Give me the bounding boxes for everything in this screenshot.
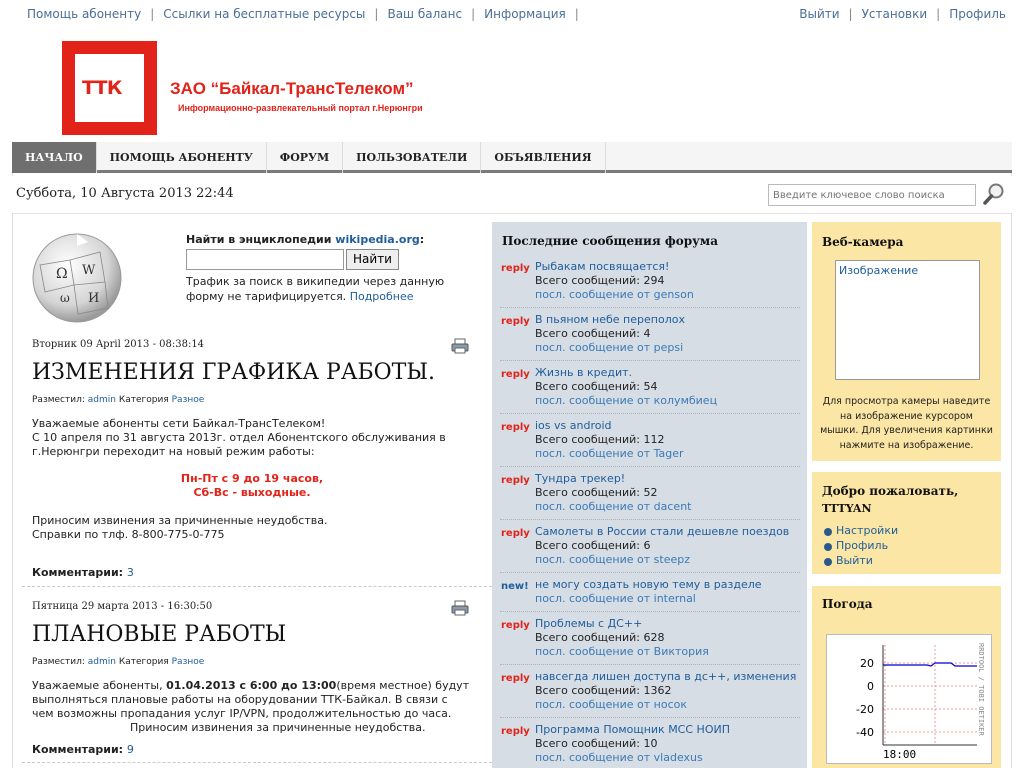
article-paragraph: Приносим извинения за причиненные неудобства. (32, 514, 328, 527)
user-menu-item (822, 554, 898, 568)
article-body (32, 679, 472, 735)
svg-text:W: W (82, 263, 96, 278)
reply-badge: reply (501, 422, 530, 433)
count-value: 6 (643, 539, 651, 552)
top-separator: | (574, 7, 579, 21)
user-menu-item (822, 524, 898, 538)
last-post-label: посл. сообщение от (535, 447, 651, 460)
article-title[interactable]: ПЛАНОВЫЕ РАБОТЫ (32, 622, 287, 647)
last-post-label: посл. сообщение от (535, 394, 651, 407)
logo-text: ТТК (82, 77, 122, 99)
count-value: 1362 (643, 684, 672, 697)
forum-last-post-link[interactable] (535, 592, 696, 605)
top-link-free-resources[interactable]: Ссылки на бесплатные ресурсы (163, 7, 366, 21)
last-post-author: dacent (653, 500, 692, 513)
article-body (32, 417, 472, 542)
forum-divider (500, 611, 800, 612)
article-meta (32, 395, 204, 405)
last-post-author: Tager (653, 447, 684, 460)
article-paragraph: Справки по тлф. 8-800-775-0-775 (32, 528, 225, 541)
welcome-username: TTTYAN (822, 502, 872, 515)
weather-graph[interactable] (826, 634, 992, 764)
forum-post-count (535, 737, 657, 750)
bullet-icon (824, 558, 832, 566)
article-1 (22, 330, 482, 590)
forum-divider (500, 466, 800, 467)
last-post-author: steepz (653, 553, 690, 566)
forum-post-count (535, 631, 664, 644)
count-value: 294 (643, 274, 665, 287)
top-left-links (27, 7, 588, 21)
forum-divider (500, 717, 800, 718)
forum-topic-link[interactable]: ios vs android (535, 419, 612, 432)
portal-tagline: Информационно-развлекательный портал г.Нерюнгри (178, 103, 423, 113)
forum-divider (500, 413, 800, 414)
count-label: Всего сообщений: (535, 631, 640, 644)
forum-topic-link[interactable]: не могу создать новую тему в разделе (535, 578, 762, 591)
forum-divider (500, 572, 800, 573)
forum-last-post-link[interactable] (535, 447, 684, 460)
welcome-title (822, 483, 958, 517)
count-value: 54 (643, 380, 658, 393)
webcam-image[interactable] (835, 260, 980, 380)
article-meta (32, 657, 204, 667)
category-link[interactable]: Разное (171, 657, 205, 667)
author-label: Разместил: (32, 395, 85, 405)
count-label: Всего сообщений: (535, 327, 640, 340)
count-label: Всего сообщений: (535, 380, 640, 393)
weather-title: Погода (822, 597, 873, 611)
y-tick-label: 20 (860, 657, 874, 670)
forum-topic-link[interactable]: Жизнь в кредит. (535, 366, 633, 379)
count-value: 4 (643, 327, 651, 340)
last-post-author: internal (653, 592, 696, 605)
forum-last-post-link[interactable] (535, 341, 683, 354)
forum-post-count (535, 433, 664, 446)
top-link-profile[interactable]: Профиль (949, 7, 1006, 21)
wikipedia-link[interactable]: wikipedia.org (335, 233, 420, 246)
forum-post-count (535, 274, 664, 287)
top-separator: | (150, 7, 155, 21)
last-post-author: pepsi (653, 341, 684, 354)
article-date: Пятница 29 марта 2013 - 16:30:50 (32, 601, 213, 612)
article-rest: (время местное) будут выполняться плановые работы на оборудовании ТТК-Байкал. В связи с чем возможны пропадания услуг IP/VPN, продолжительностью до часа. (32, 679, 470, 720)
print-icon[interactable] (451, 338, 469, 354)
author-link[interactable]: admin (87, 657, 116, 667)
count-label: Всего сообщений: (535, 433, 640, 446)
last-post-label: посл. сообщение от (535, 751, 651, 764)
forum-last-post-link[interactable] (535, 645, 709, 658)
forum-divider (500, 307, 800, 308)
bullet-icon (824, 528, 832, 536)
schedule-weekdays: Пн-Пт с 9 до 19 часов, (180, 472, 324, 485)
article-paragraph: Уважаемые абоненты сети Байкал-ТрансТелеком! (32, 417, 326, 430)
article-separator (22, 762, 492, 763)
webcam-image-alt: Изображение (839, 264, 919, 277)
new-badge: new! (501, 581, 529, 592)
weather-graph-svg (827, 635, 993, 765)
comments-label: Комментарии: (32, 743, 124, 756)
wiki-search-title (186, 233, 476, 246)
ttk-logo[interactable] (62, 41, 157, 135)
top-separator: | (374, 7, 379, 21)
rrdtool-label: RRDTOOL / TOBI OETIKER (977, 643, 985, 736)
forum-topic-link[interactable]: Рыбакам посвящается! (535, 260, 670, 273)
count-label: Всего сообщений: (535, 539, 640, 552)
last-post-label: посл. сообщение от (535, 592, 651, 605)
date-search-bar (12, 176, 1012, 214)
schedule-weekend: Сб-Вс - выходные. (193, 486, 311, 499)
article-title[interactable]: ИЗМЕНЕНИЯ ГРАФИКА РАБОТЫ. (32, 360, 435, 385)
bullet-icon (824, 543, 832, 551)
user-menu-item (822, 539, 898, 553)
comments-label: Комментарии: (32, 566, 124, 579)
article-comments (32, 566, 134, 579)
count-value: 10 (643, 737, 658, 750)
top-separator: | (471, 7, 476, 21)
category-link[interactable]: Разное (171, 395, 205, 405)
welcome-box (812, 472, 1001, 574)
comments-count-link[interactable]: 9 (126, 743, 134, 756)
top-separator: | (936, 7, 941, 21)
wiki-search-button[interactable]: Найти (346, 249, 399, 270)
forum-topic-link[interactable]: В пьяном небе переполох (535, 313, 685, 326)
maintenance-window: 01.04.2013 с 6:00 до 13:00 (166, 679, 337, 692)
print-icon[interactable] (451, 600, 469, 616)
reply-badge: reply (501, 673, 530, 684)
forum-latest-posts (492, 222, 807, 768)
weather-box (812, 586, 1001, 768)
wiki-search-form (186, 233, 476, 304)
forum-post-count (535, 380, 657, 393)
article-2 (22, 592, 482, 768)
y-tick-label: -40 (856, 726, 874, 739)
article-apology: Приносим извинения за причиненные неудобства. (130, 721, 426, 734)
top-right-links (799, 7, 1006, 21)
forum-last-post-link[interactable] (535, 751, 703, 764)
last-post-author: genson (653, 288, 694, 301)
top-bar (0, 0, 1024, 28)
forum-divider (500, 664, 800, 665)
count-value: 52 (643, 486, 658, 499)
reply-badge: reply (501, 316, 530, 327)
count-label: Всего сообщений: (535, 274, 640, 287)
count-value: 628 (643, 631, 665, 644)
wiki-title-prefix: Найти в энциклопедии (186, 233, 336, 246)
count-label: Всего сообщений: (535, 486, 640, 499)
wikipedia-globe-icon (30, 230, 125, 325)
top-link-balance[interactable]: Ваш баланс (387, 7, 463, 21)
user-settings-link[interactable]: Настройки (836, 524, 899, 537)
x-tick-label: 18:00 (883, 748, 917, 761)
forum-divider (500, 360, 800, 361)
article-date: Вторник 09 April 2013 - 08:38:14 (32, 339, 205, 350)
last-post-label: посл. сообщение от (535, 341, 651, 354)
comments-count-link[interactable]: 3 (126, 566, 134, 579)
reply-badge: reply (501, 528, 530, 539)
forum-last-post-link[interactable] (535, 394, 717, 407)
forum-post-count (535, 539, 650, 552)
forum-topic-link[interactable]: Самолеты в России стали дешевле поездов (535, 525, 790, 538)
svg-text:ω: ω (60, 291, 70, 305)
article-lead: Уважаемые абоненты, (32, 679, 167, 692)
company-name: ЗАО “Байкал-ТрансТелеком” (170, 79, 414, 98)
top-link-info[interactable]: Информация (484, 7, 566, 21)
top-separator: | (848, 7, 853, 21)
nav-forum[interactable]: ФОРУМ (267, 142, 343, 173)
reply-badge: reply (501, 726, 530, 737)
wiki-search-input[interactable] (186, 249, 344, 270)
count-label: Всего сообщений: (535, 684, 640, 697)
wiki-input-row (186, 249, 476, 271)
last-post-label: посл. сообщение от (535, 645, 651, 658)
main-nav (12, 142, 1012, 173)
forum-topic-link[interactable]: Проблемы с ДС++ (535, 617, 643, 630)
forum-topic-link[interactable]: навсегда лишен доступа в дс++, изменения (535, 670, 797, 683)
site-search-input[interactable] (768, 184, 976, 206)
last-post-label: посл. сообщение от (535, 698, 651, 711)
wiki-more-link[interactable]: Подробнее (349, 290, 414, 303)
webcam-title: Веб-камера (822, 235, 904, 249)
wiki-title-suffix: : (419, 233, 425, 246)
forum-last-post-link[interactable] (535, 288, 694, 301)
top-link-help[interactable]: Помощь абоненту (27, 7, 142, 21)
last-post-author: колумбиец (653, 394, 718, 407)
forum-post-count (535, 486, 657, 499)
svg-text:Ω: Ω (56, 266, 68, 282)
webcam-box (812, 222, 1001, 461)
temperature-line (883, 663, 977, 666)
reply-badge: reply (501, 475, 530, 486)
forum-topic-link[interactable]: Программа Помощник МСС НОИП (535, 723, 730, 736)
search-icon[interactable] (982, 182, 1006, 206)
webcam-note: Для просмотра камеры наведите на изображение курсором мышки. Для увеличения картинки нажмите на изображение. (820, 396, 993, 451)
forum-post-count (535, 327, 650, 340)
nav-home[interactable]: НАЧАЛО (12, 142, 97, 173)
author-label: Разместил: (32, 657, 85, 667)
y-tick-label: -20 (856, 703, 874, 716)
wiki-note (186, 274, 476, 304)
user-logout-link[interactable]: Выйти (836, 554, 873, 567)
forum-post-count (535, 684, 671, 697)
forum-topic-link[interactable]: Тундра трекер! (535, 472, 626, 485)
forum-divider (500, 519, 800, 520)
top-link-settings[interactable]: Установки (861, 7, 928, 21)
reply-badge: reply (501, 263, 530, 274)
last-post-label: посл. сообщение от (535, 553, 651, 566)
article-paragraph (32, 679, 472, 721)
nav-ads[interactable]: ОБЪЯВЛЕНИЯ (481, 142, 605, 173)
site-header (12, 30, 1012, 142)
author-link[interactable]: admin (87, 395, 116, 405)
count-label: Всего сообщений: (535, 737, 640, 750)
nav-users[interactable]: ПОЛЬЗОВАТЕЛИ (343, 142, 481, 173)
forum-title: Последние сообщения форума (502, 234, 718, 248)
count-value: 112 (643, 433, 665, 446)
user-menu (822, 524, 898, 569)
reply-badge: reply (501, 620, 530, 631)
wiki-note-text: Трафик за поиск в википедии через данную форму не тарифицируется. (186, 275, 445, 303)
last-post-author: носок (653, 698, 687, 711)
welcome-greeting: Добро пожаловать, (822, 484, 959, 498)
last-post-author: Виктория (653, 645, 709, 658)
article-paragraph: С 10 апреля по 31 августа 2013г. отдел Абонентского обслуживания в г.Нерюнгри переходит на новый режим работы: (32, 431, 446, 458)
last-post-label: посл. сообщение от (535, 500, 651, 513)
top-link-logout[interactable]: Выйти (799, 7, 840, 21)
svg-text:И: И (88, 291, 100, 306)
forum-last-post-link[interactable] (535, 698, 687, 711)
last-post-author: vladexus (653, 751, 703, 764)
forum-last-post-link[interactable] (535, 553, 690, 566)
y-tick-label: 0 (867, 680, 874, 693)
forum-last-post-link[interactable] (535, 500, 691, 513)
user-profile-link[interactable]: Профиль (836, 539, 889, 552)
category-label: Категория (118, 657, 169, 667)
current-date: Суббота, 10 Августа 2013 22:44 (16, 186, 234, 201)
last-post-label: посл. сообщение от (535, 288, 651, 301)
article-separator (22, 586, 492, 587)
nav-help[interactable]: ПОМОЩЬ АБОНЕНТУ (97, 142, 267, 173)
reply-badge: reply (501, 369, 530, 380)
category-label: Категория (118, 395, 169, 405)
article-comments (32, 743, 134, 756)
